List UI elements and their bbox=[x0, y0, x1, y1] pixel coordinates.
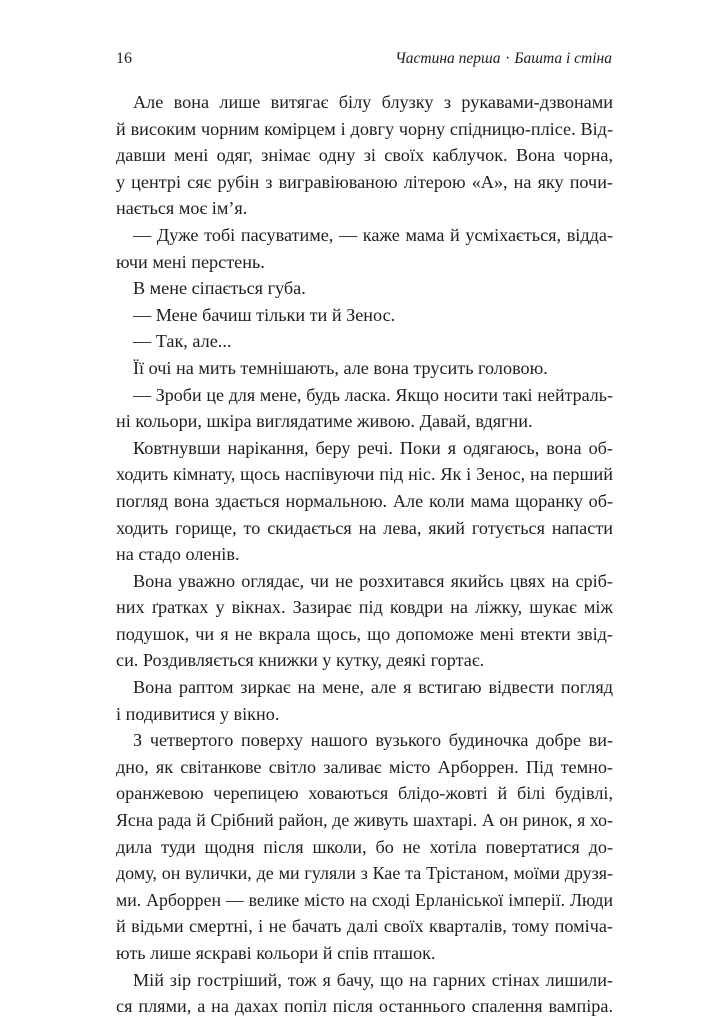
text-line: давши мені одяг, знімає одну зі своїх каблучок. Вона чорна, bbox=[116, 145, 613, 166]
text-line: них ґратках у вікнах. Зазирає під ковдри на ліжку, шукає між bbox=[116, 597, 613, 618]
text-line: й відьми смертні, і не бачать далі своїх кварталів, тому поміча- bbox=[116, 916, 613, 937]
running-title bbox=[395, 50, 612, 68]
body-text bbox=[116, 89, 613, 1020]
text-line: ходить кімнату, щось наспівуючи під ніс. Як і Зенос, на перший bbox=[116, 464, 613, 485]
text-line: Але вона лише витягає білу блузку з рукавами-дзвонами bbox=[133, 92, 613, 112]
text-line: і подивитися у вікно. bbox=[116, 703, 280, 724]
text-line: — Зроби це для мене, будь ласка. Якщо носити такі нейтраль- bbox=[133, 384, 613, 405]
text-line: дно, як світанкове світло заливає місто Арборрен. Під темно- bbox=[116, 756, 613, 777]
title-separator: · bbox=[505, 50, 510, 67]
text-line: Вона раптом зиркає на мене, але я встигаю відвести погляд bbox=[133, 677, 613, 698]
text-line: ють лише яскраві кольори й спів пташок. bbox=[116, 943, 436, 963]
text-line: Вона уважно оглядає, чи не розхитався якийсь цвях на сріб- bbox=[133, 570, 613, 591]
text-line: подушок, чи я не вкрала щось, що допоможе мені втекти звід- bbox=[116, 623, 613, 644]
text-line: Ковтнувши нарікання, беру речі. Поки я одягаюсь, вона об- bbox=[133, 437, 613, 458]
text-line: погляд вона здається нормальною. Але коли мама щоранку об- bbox=[116, 490, 613, 511]
text-line: оранжевою черепицею ховаються блідо-жовті й білі будівлі, bbox=[116, 783, 613, 804]
text-line: й високим чорним комірцем і довгу чорну спідницю-плісе. Від- bbox=[116, 118, 613, 139]
text-line: нається моє ім’я. bbox=[116, 198, 248, 219]
text-line: ючи мені перстень. bbox=[116, 251, 265, 272]
text-line: у центрі сяє рубін з вигравіюваною літерою «А», на яку почи- bbox=[116, 171, 613, 192]
text-line: З четвертого поверху нашого вузького будиночка добре ви- bbox=[133, 730, 613, 751]
chapter-title: Башта і стіна bbox=[514, 50, 612, 67]
text-line: дому, он вулички, де ми гуляли з Кае та Трістаном, моїми друзя- bbox=[116, 863, 613, 884]
text-line: ся плями, а на дахах попіл після останнього спалення вампіра. bbox=[116, 996, 613, 1017]
text-line: си. Роздивляється книжки у кутку, деякі гортає. bbox=[116, 650, 485, 671]
text-line: на стадо оленів. bbox=[116, 544, 240, 565]
text-line: ходить горище, то скидається на лева, який готується напасти bbox=[116, 517, 613, 538]
text-line: — Мене бачиш тільки ти й Зенос. bbox=[133, 304, 396, 325]
page-number: 16 bbox=[116, 50, 132, 67]
text-line: — Дуже тобі пасуватиме, — каже мама й усміхається, відда- bbox=[133, 224, 613, 245]
text-line: ми. Арборрен — велике місто на сході Ерланіської імперії. Люди bbox=[116, 889, 613, 910]
text-line: — Так, але... bbox=[133, 331, 232, 352]
text-line: В мене сіпається губа. bbox=[133, 278, 306, 299]
text-line: Її очі на мить темнішають, але вона трусить головою. bbox=[133, 357, 548, 378]
text-line: дила туди щодня після школи, бо не хотіла повертатися до- bbox=[116, 836, 613, 857]
text-line: ні кольори, шкіра виглядатиме живою. Давай, вдягни. bbox=[116, 411, 533, 432]
text-line: Мій зір гостріший, тож я бачу, що на гарних стінах лишили- bbox=[133, 969, 613, 990]
running-header bbox=[116, 50, 612, 74]
text-line: Ясна рада й Срібний район, де живуть шахтарі. А он ринок, я хо- bbox=[116, 810, 613, 831]
part-title: Частина перша bbox=[395, 50, 501, 67]
